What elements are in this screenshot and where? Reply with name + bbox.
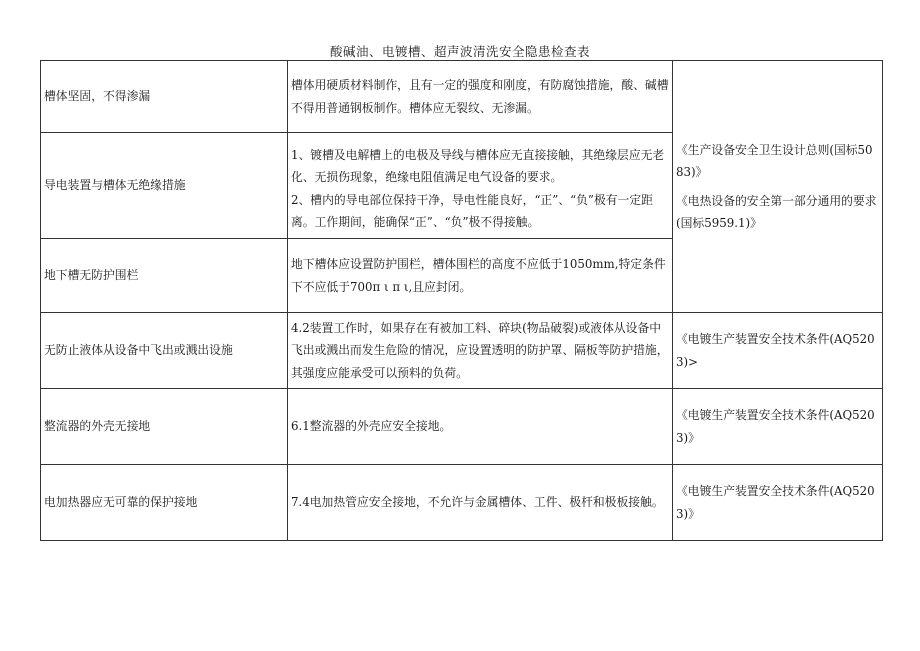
table-row: [41, 389, 883, 465]
table-row: [41, 61, 883, 133]
table-row: [41, 465, 883, 541]
reference-cell: 《电镀生产装置安全技术条件(AQ5203)>: [673, 313, 883, 389]
requirement-cell: 槽体用硬质材料制作，且有一定的强度和刚度，有防腐蚀措施，酸、碱槽不得用普通钢板制作。槽体应无裂纹、无渗漏。: [288, 61, 673, 133]
requirement-cell: 4.2装置工作时，如果存在有被加工料、碎块(物品破裂)或液体从设备中飞出或溅出而发生危险的情况，应设置透明的防护罩、隔板等防护措施，其强度应能承受可以预料的负荷。: [288, 313, 673, 389]
inspection-table: [40, 60, 883, 541]
requirement-cell: 7.4电加热管应安全接地，不允许与金属槽体、工件、极杆和极板接触。: [288, 465, 673, 541]
requirement-cell: 6.1整流器的外壳应安全接地。: [288, 389, 673, 465]
reference-cell: 《电镀生产装置安全技术条件(AQ5203)》: [673, 465, 883, 541]
hazard-cell: 无防止液体从设备中飞出或溅出设施: [41, 313, 288, 389]
table-row: [41, 313, 883, 389]
hazard-cell: 槽体坚固，不得渗漏: [41, 61, 288, 133]
requirement-cell: 地下槽体应设置防护围栏，槽体围栏的高度不应低于1050mm,特定条件下不应低于700π ι π ι,且应封闭。: [288, 239, 673, 313]
reference-cell: 《电镀生产装置安全技术条件(AQ5203)》: [673, 389, 883, 465]
page-title: 酸碱油、电镀槽、超声波清洗安全隐患检查表: [329, 44, 590, 59]
reference-cell: 《生产设备安全卫生设计总则(国标5083)》 《电热设备的安全第一部分通用的要求(国标5959.1)》: [673, 61, 883, 313]
hazard-cell: 整流器的外壳无接地: [41, 389, 288, 465]
requirement-cell: 1、镀槽及电解槽上的电极及导线与槽体应无直接接触，其绝缘层应无老化、无损伤现象，绝缘电阻值满足电气设备的要求。 2、槽内的导电部位保持干净，导电性能良好，“正”、“负”极有一定距离。工作期间，能确保“正”、“负”极不得接触。: [288, 133, 673, 239]
hazard-cell: 电加热器应无可靠的保护接地: [41, 465, 288, 541]
hazard-cell: 地下槽无防护围栏: [41, 239, 288, 313]
hazard-cell: 导电装置与槽体无绝缘措施: [41, 133, 288, 239]
